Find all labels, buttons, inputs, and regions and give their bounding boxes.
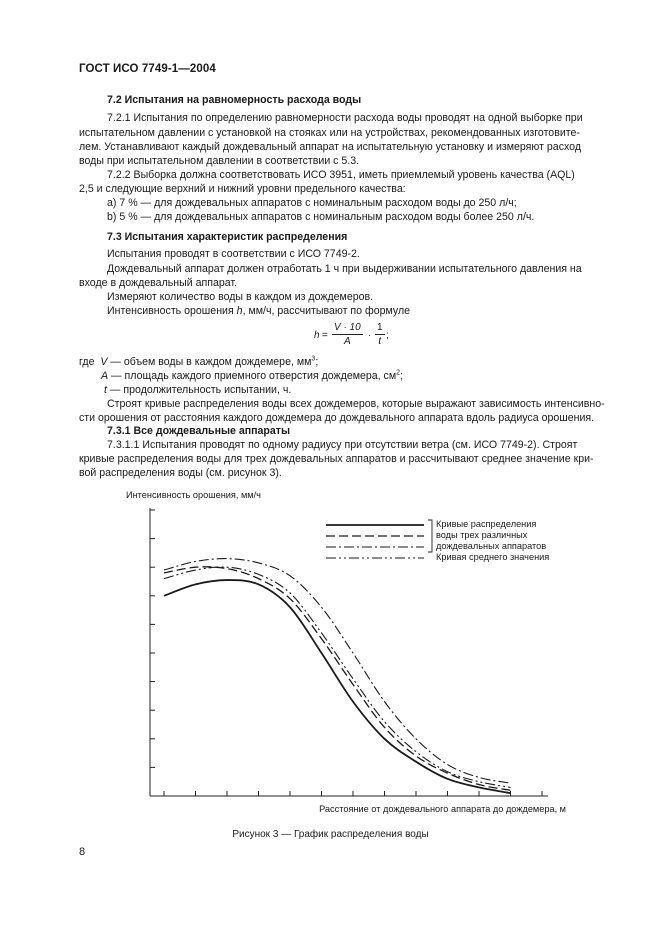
chart-legend: [326, 519, 549, 562]
formula-fraction-2: [375, 321, 385, 348]
legend-brace: [428, 520, 432, 552]
x-axis-label: Расстояние от дождевального аппарата до дождемера, м: [319, 804, 566, 814]
section-7-3-paragraph-5-line-1: Строят кривые распределения воды всех дождемеров, которые выражают зависимость интенсивно-: [107, 398, 605, 410]
chart-series: [164, 559, 511, 794]
legend-group-label-line-3: дождевальных аппаратов: [436, 541, 547, 551]
section-7-3-paragraph-3: Измеряют количество воды в каждом из дождемеров.: [107, 291, 374, 303]
series-line-3: [164, 559, 511, 784]
section-7-2-1-line-3: лем. Устанавливают каждый дождевальный аппарат на испытательную установку и измеряют расход: [79, 141, 582, 153]
formula-lhs: h: [314, 330, 320, 341]
formula-numerator-2: 1: [377, 322, 383, 333]
page-number: 8: [79, 846, 86, 858]
section-7-2-2-line-2: 2,5 и следующие верхний и нижний уровни предельного качества:: [79, 183, 406, 195]
section-7-3-paragraph-4: Интенсивность орошения h, мм/ч, рассчитывают по формуле: [107, 305, 411, 317]
list-item-a: a) 7 % — для дождевальных аппаратов с номинальным расходом воды до 250 л/ч;: [107, 197, 517, 209]
definition-t: t — продолжительность испытании, ч.: [104, 384, 292, 396]
formula-end: ;: [386, 330, 389, 341]
list-item-b: b) 5 % — для дождевальных аппаратов с номинальным расходом воды более 250 л/ч.: [107, 211, 535, 223]
legend-mean-label: Кривая среднего значения: [436, 552, 550, 562]
section-7-3-1-1-line-3: вой распределения воды (см. рисунок 3).: [79, 467, 282, 479]
water-distribution-chart: [0, 480, 661, 825]
definition-a: A — площадь каждого приемного отверстия дождемера, $см^2$;: [101, 369, 404, 382]
section-7-2-1-line-1: 7.2.1 Испытания по определению равномерности расхода воды проводят на одной выборке при: [107, 112, 583, 124]
legend-group-label-line-1: Кривые распределения: [436, 519, 537, 529]
document-header: ГОСТ ИСО 7749-1—2004: [79, 63, 216, 75]
section-7-3-title: 7.3 Испытания характеристик распределения: [107, 231, 348, 243]
section-7-3-1-title: 7.3.1 Все дождевальные аппараты: [107, 425, 291, 437]
formula-equals: =: [322, 330, 328, 341]
section-7-3-paragraph-5-line-2: сти орошения от расстояния каждого дождемера до дождевального аппарата вдоль радиуса орошения.: [79, 412, 595, 424]
section-7-2-2-line-1: 7.2.2 Выборка должна соответствовать ИСО 3951, иметь приемлемый уровень качества (AQL): [107, 169, 575, 181]
figure-caption: Рисунок 3 — График распределения воды: [232, 829, 429, 840]
section-7-2-1-line-2: испытательном давлении с установкой на стояках или на устройствах, рекомендованных изготовите-: [79, 127, 580, 139]
section-7-3-paragraph-1: Испытания проводят в соответствии с ИСО 7749-2.: [107, 248, 360, 260]
formula-dot: ·: [368, 330, 372, 341]
definition-v: где V — объем воды в каждом дождемере, $мм^3$;: [79, 355, 319, 368]
section-7-3-paragraph-2-line-1: Дождевальный аппарат должен отработать 1 ч при выдерживании испытательного давления на: [107, 263, 582, 275]
section-7-2-1-line-4: воды при испытательном давлении в соответствии с 5.3.: [79, 155, 360, 167]
section-7-3-1-1-line-1: 7.3.1.1 Испытания проводят по одному радиусу при отсутствии ветра (см. ИСО 7749-2). Строят: [107, 439, 578, 451]
series-line-1: [164, 580, 511, 793]
intensity-formula: [314, 319, 404, 353]
section-7-2-title: 7.2 Испытания на равномерность расхода воды: [107, 94, 362, 106]
section-7-3-paragraph-2-line-2: входе в дождевальный аппарат.: [79, 277, 238, 289]
section-7-3-1-1-line-2: кривые распределения воды для трех дождевальных аппаратов и рассчитывают среднее значение кри-: [79, 453, 594, 465]
formula-fraction-1: [332, 321, 363, 348]
formula-denominator-2: t: [378, 336, 382, 347]
formula-numerator-1: V · 10: [334, 322, 361, 333]
formula-denominator-1: A: [344, 336, 351, 347]
y-axis-label: Интенсивность орошения, мм/ч: [126, 490, 261, 500]
legend-group-label-line-2: воды трех различных: [436, 530, 528, 540]
